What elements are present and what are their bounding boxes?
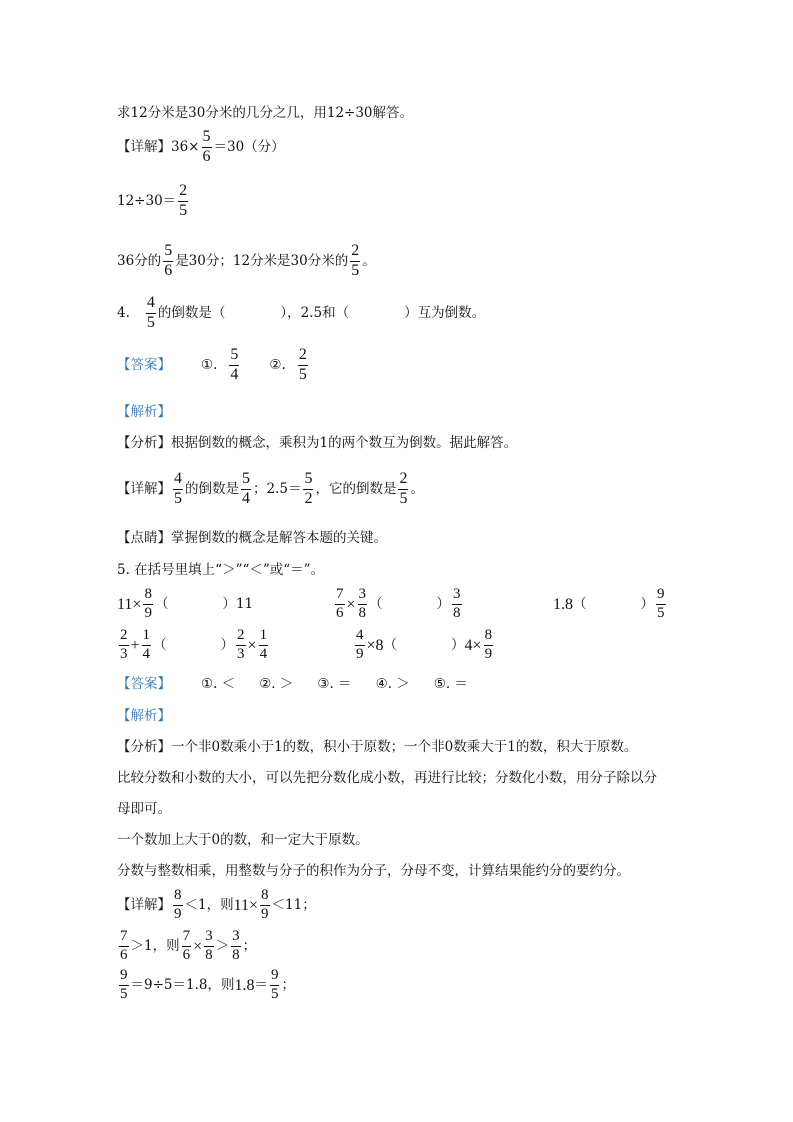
fraction: $\frac{3}{8}$ xyxy=(205,928,213,963)
conclusion-line: 36分的 $\frac{5}{6}$ 是30分；12分米是30分米的 $\frac{2}{5}$ 。 xyxy=(117,242,376,279)
line-text: 【详解】36× xyxy=(117,139,200,156)
fraction: $\frac{4}{5}$ xyxy=(146,294,155,331)
fraction: $\frac{9}{5}$ xyxy=(120,967,128,1002)
answer-fraction: $\frac{2}{5}$ xyxy=(298,346,307,383)
analysis-text: 母即可。 xyxy=(117,801,171,817)
analysis-text: 【分析】根据倒数的概念，乘积为1的两个数互为倒数。据此解答。 xyxy=(117,435,518,451)
fraction: $\frac{2}{5}$ xyxy=(399,470,408,507)
fraction: $\frac{1}{4}$ xyxy=(259,627,268,662)
question-number: 4. xyxy=(117,305,130,322)
equation-line xyxy=(117,183,190,220)
detail-line: $\frac{9}{5}$ ＝9÷5＝1.8，则 1.8 ＝ $\frac{9}{5}$ ； xyxy=(120,967,295,1002)
fraction: $\frac{5}{4}$ xyxy=(242,470,250,507)
fraction: $\frac{5}{2}$ xyxy=(304,470,313,507)
blank-paren[interactable]: （ ） xyxy=(154,596,236,613)
fraction: $\frac{7}{6}$ xyxy=(182,928,191,963)
answer-item: ④. ＞ xyxy=(375,676,410,692)
fraction: $\frac{9}{5}$ xyxy=(657,586,665,621)
fraction: $\frac{1}{4}$ xyxy=(142,627,151,662)
fraction: $\frac{8}{9}$ xyxy=(484,627,493,662)
fraction: $\frac{7}{6}$ xyxy=(336,586,344,621)
detail-line: 【详解】 $\frac{4}{5}$ 的倒数是 $\frac{5}{4}$ ；2.5＝ $\frac{5}{2}$ ，它的倒数是 $\frac{2}{5}$ 。 xyxy=(117,470,424,507)
answer-item: ⑤. ＝ xyxy=(433,676,468,692)
blank-paren[interactable]: （ ） xyxy=(383,637,465,654)
fraction: $\frac{2}{5}$ xyxy=(179,182,188,219)
analysis-text: 比较分数和小数的大小，可以先把分数化成小数，再进行比较；分数化小数，用分子除以分 xyxy=(117,770,657,786)
blank-paren[interactable]: （ ） xyxy=(153,637,235,654)
text-line xyxy=(117,105,413,121)
fraction: $\frac{4}{9}$ xyxy=(356,627,364,662)
analysis-text: 一个数加上大于0的数，和一定大于原数。 xyxy=(117,832,369,848)
answer-item: ②. ＞ xyxy=(259,676,294,692)
fraction: $\frac{8}{9}$ xyxy=(174,887,182,922)
fraction: $\frac{8}{9}$ xyxy=(261,887,269,922)
analysis-text: 分数与整数相乘，用整数与分子的积作为分子，分母不变，计算结果能约分的要约分。 xyxy=(117,863,630,879)
fraction: $\frac{5}{6}$ xyxy=(164,242,173,279)
fraction: $\frac{2}{5}$ xyxy=(351,242,360,279)
fraction: $\frac{8}{9}$ xyxy=(144,586,152,621)
line-text: ＝30（分） xyxy=(213,139,285,156)
fraction: $\frac{3}{8}$ xyxy=(358,586,367,621)
detail-line: 【详解】 $\frac{8}{9}$ ＜1，则 11× $\frac{8}{9}$ ＜11； xyxy=(117,887,316,922)
fraction: $\frac{3}{8}$ xyxy=(232,928,240,963)
detail-line: $\frac{7}{6}$ ＞1，则 $\frac{7}{6}$ × $\frac{3}{8}$ ＞ $\frac{3}{8}$ ； xyxy=(120,928,257,963)
problem-2: $\frac{7}{6}$ × $\frac{3}{8}$ （ ） $\frac{3}{8}$ xyxy=(336,586,461,621)
problem-3: 1.8 （ ） $\frac{9}{5}$ xyxy=(553,586,665,621)
analysis-label: 【解析】 xyxy=(117,708,171,724)
line-text: 12÷30＝ xyxy=(117,193,177,210)
problem-4: $\frac{2}{3}$ + $\frac{1}{4}$ （ ） $\frac{2}{3}$ × $\frac{1}{4}$ xyxy=(120,627,268,662)
answer-label: 【答案】 xyxy=(117,676,171,692)
answer-label: 【答案】 xyxy=(117,357,171,374)
problem-5: $\frac{4}{9}$ ×8 （ ） 4× $\frac{8}{9}$ xyxy=(356,627,493,662)
blank-paren[interactable]: （ ） xyxy=(573,596,654,613)
answer-line: 【答案】 ①. $\frac{5}{4}$ ②. $\frac{2}{5}$ xyxy=(117,346,307,383)
question-4: 4. $\frac{4}{5}$ 的倒数是（ ），2.5和（ ）互为倒数。 xyxy=(117,294,486,331)
question-5-title: 5. 在括号里填上“＞”“＜”或“＝”。 xyxy=(117,562,325,578)
blank-paren[interactable]: （ ） xyxy=(369,596,451,613)
fraction: $\frac{7}{6}$ xyxy=(120,928,128,963)
fraction: $\frac{3}{8}$ xyxy=(453,586,461,621)
key-point-text: 【点睛】掌握倒数的概念是解答本题的关键。 xyxy=(117,530,387,546)
answer-item: ③. ＝ xyxy=(317,676,352,692)
line-text: 求12分米是30分米的几分之几，用12÷30解答。 xyxy=(117,105,414,121)
fraction: $\frac{2}{3}$ xyxy=(120,627,128,662)
fraction: $\frac{4}{5}$ xyxy=(174,470,182,507)
fraction: $\frac{5}{6}$ xyxy=(202,128,211,165)
detail-line xyxy=(117,129,285,166)
answer-fraction: $\frac{5}{4}$ xyxy=(230,346,239,383)
answer-item: ①. ＜ xyxy=(201,676,236,692)
answer-line xyxy=(117,676,468,692)
analysis-label: 【解析】 xyxy=(117,404,171,420)
problem-1: 11× $\frac{8}{9}$ （ ） 11 xyxy=(117,586,254,621)
analysis-text: 【分析】一个非0数乘小于1的数，积小于原数；一个非0数乘大于1的数，积大于原数。 xyxy=(117,739,638,755)
fraction: $\frac{2}{3}$ xyxy=(237,627,245,662)
fraction: $\frac{9}{5}$ xyxy=(270,967,279,1002)
